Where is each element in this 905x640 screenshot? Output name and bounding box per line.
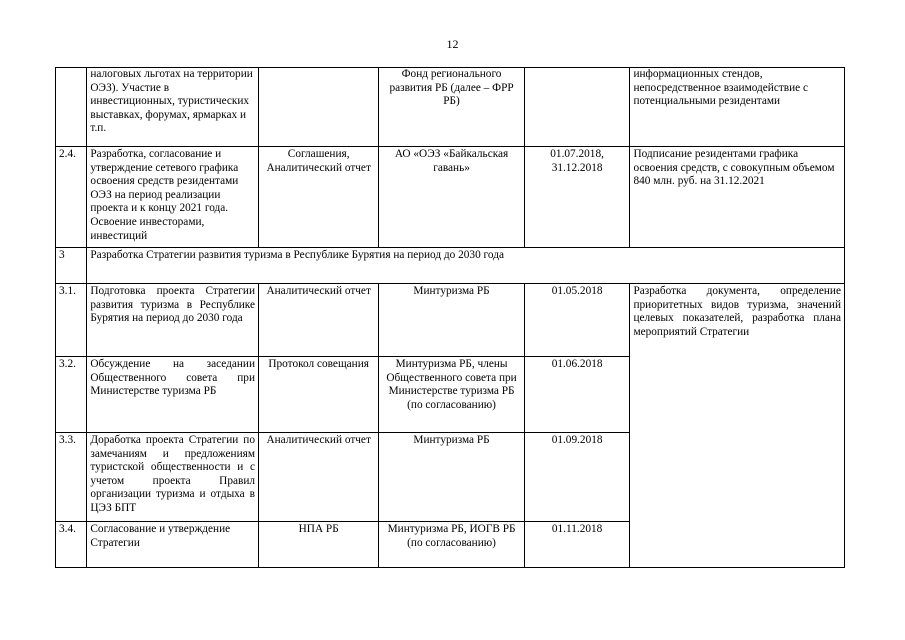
date-cell: 01.11.2018 — [524, 522, 630, 568]
date-cell: 01.07.2018, 31.12.2018 — [524, 147, 630, 248]
table-row — [56, 147, 845, 248]
document-cell: НПА РБ — [259, 522, 379, 568]
result-cell: Подписание резидентами графика освоения средств, с совокупным объемом 840 млн. руб. на 31.12.2021 — [630, 147, 845, 248]
action-plan-table — [55, 67, 845, 568]
activity-cell: Согласование и утверждение Стратегии — [87, 522, 259, 568]
document-cell: Аналитический отчет — [259, 284, 379, 357]
section-heading-cell: Разработка Стратегии развития туризма в Республике Бурятия на период до 2030 года — [87, 248, 845, 284]
document-cell — [259, 68, 379, 147]
responsible-cell: Фонд регионального развития РБ (далее – ФРР РБ) — [379, 68, 524, 147]
responsible-cell: Минтуризма РБ — [379, 433, 524, 522]
table-row — [56, 284, 845, 357]
row-number-cell: 3.1. — [56, 284, 87, 357]
row-number-cell: 3.3. — [56, 433, 87, 522]
responsible-cell: Минтуризма РБ, ИОГВ РБ (по согласованию) — [379, 522, 524, 568]
result-cell: Разработка документа, определение приоритетных видов туризма, значений целевых показателей, разработка плана мероприятий Стратегии — [630, 284, 845, 568]
responsible-cell: Минтуризма РБ, члены Общественного совета при Министерстве туризма РБ (по согласованию) — [379, 357, 524, 433]
document-cell: Аналитический отчет — [259, 433, 379, 522]
document-cell: Протокол совещания — [259, 357, 379, 433]
responsible-cell: АО «ОЭЗ «Байкальская гавань» — [379, 147, 524, 248]
row-number-cell — [56, 68, 87, 147]
date-cell: 01.09.2018 — [524, 433, 630, 522]
row-number-cell: 2.4. — [56, 147, 87, 248]
table-row — [56, 68, 845, 147]
date-cell: 01.06.2018 — [524, 357, 630, 433]
document-cell: Соглашения, Аналитический отчет — [259, 147, 379, 248]
section-number-cell: 3 — [56, 248, 87, 284]
activity-cell: Обсуждение на заседании Общественного совета при Министерстве туризма РБ — [87, 357, 259, 433]
result-cell: информационных стендов, непосредственное взаимодействие с потенциальными резидентами — [630, 68, 845, 147]
responsible-cell: Минтуризма РБ — [379, 284, 524, 357]
activity-cell: Разработка, согласование и утверждение сетевого графика освоения средств резидентами ОЭЗ на период реализации проекта и к концу 2021 года. Освоение инвесторами, инвестиций — [87, 147, 259, 248]
date-cell — [524, 68, 630, 147]
activity-cell: Доработка проекта Стратегии по замечаниям и предложениям туристской общественности и с учетом проекта Правил организации туризма и отдыха в ЦЭЗ БПТ — [87, 433, 259, 522]
row-number-cell: 3.4. — [56, 522, 87, 568]
date-cell: 01.05.2018 — [524, 284, 630, 357]
row-number-cell: 3.2. — [56, 357, 87, 433]
activity-cell: налоговых льготах на территории ОЭЗ). Участие в инвестиционных, туристических выставках, форумах, ярмарках и т.п. — [87, 68, 259, 147]
activity-cell: Подготовка проекта Стратегии развития туризма в Республике Бурятия на период до 2030 года — [87, 284, 259, 357]
page-number: 12 — [446, 37, 459, 51]
section-heading-row — [56, 248, 845, 284]
